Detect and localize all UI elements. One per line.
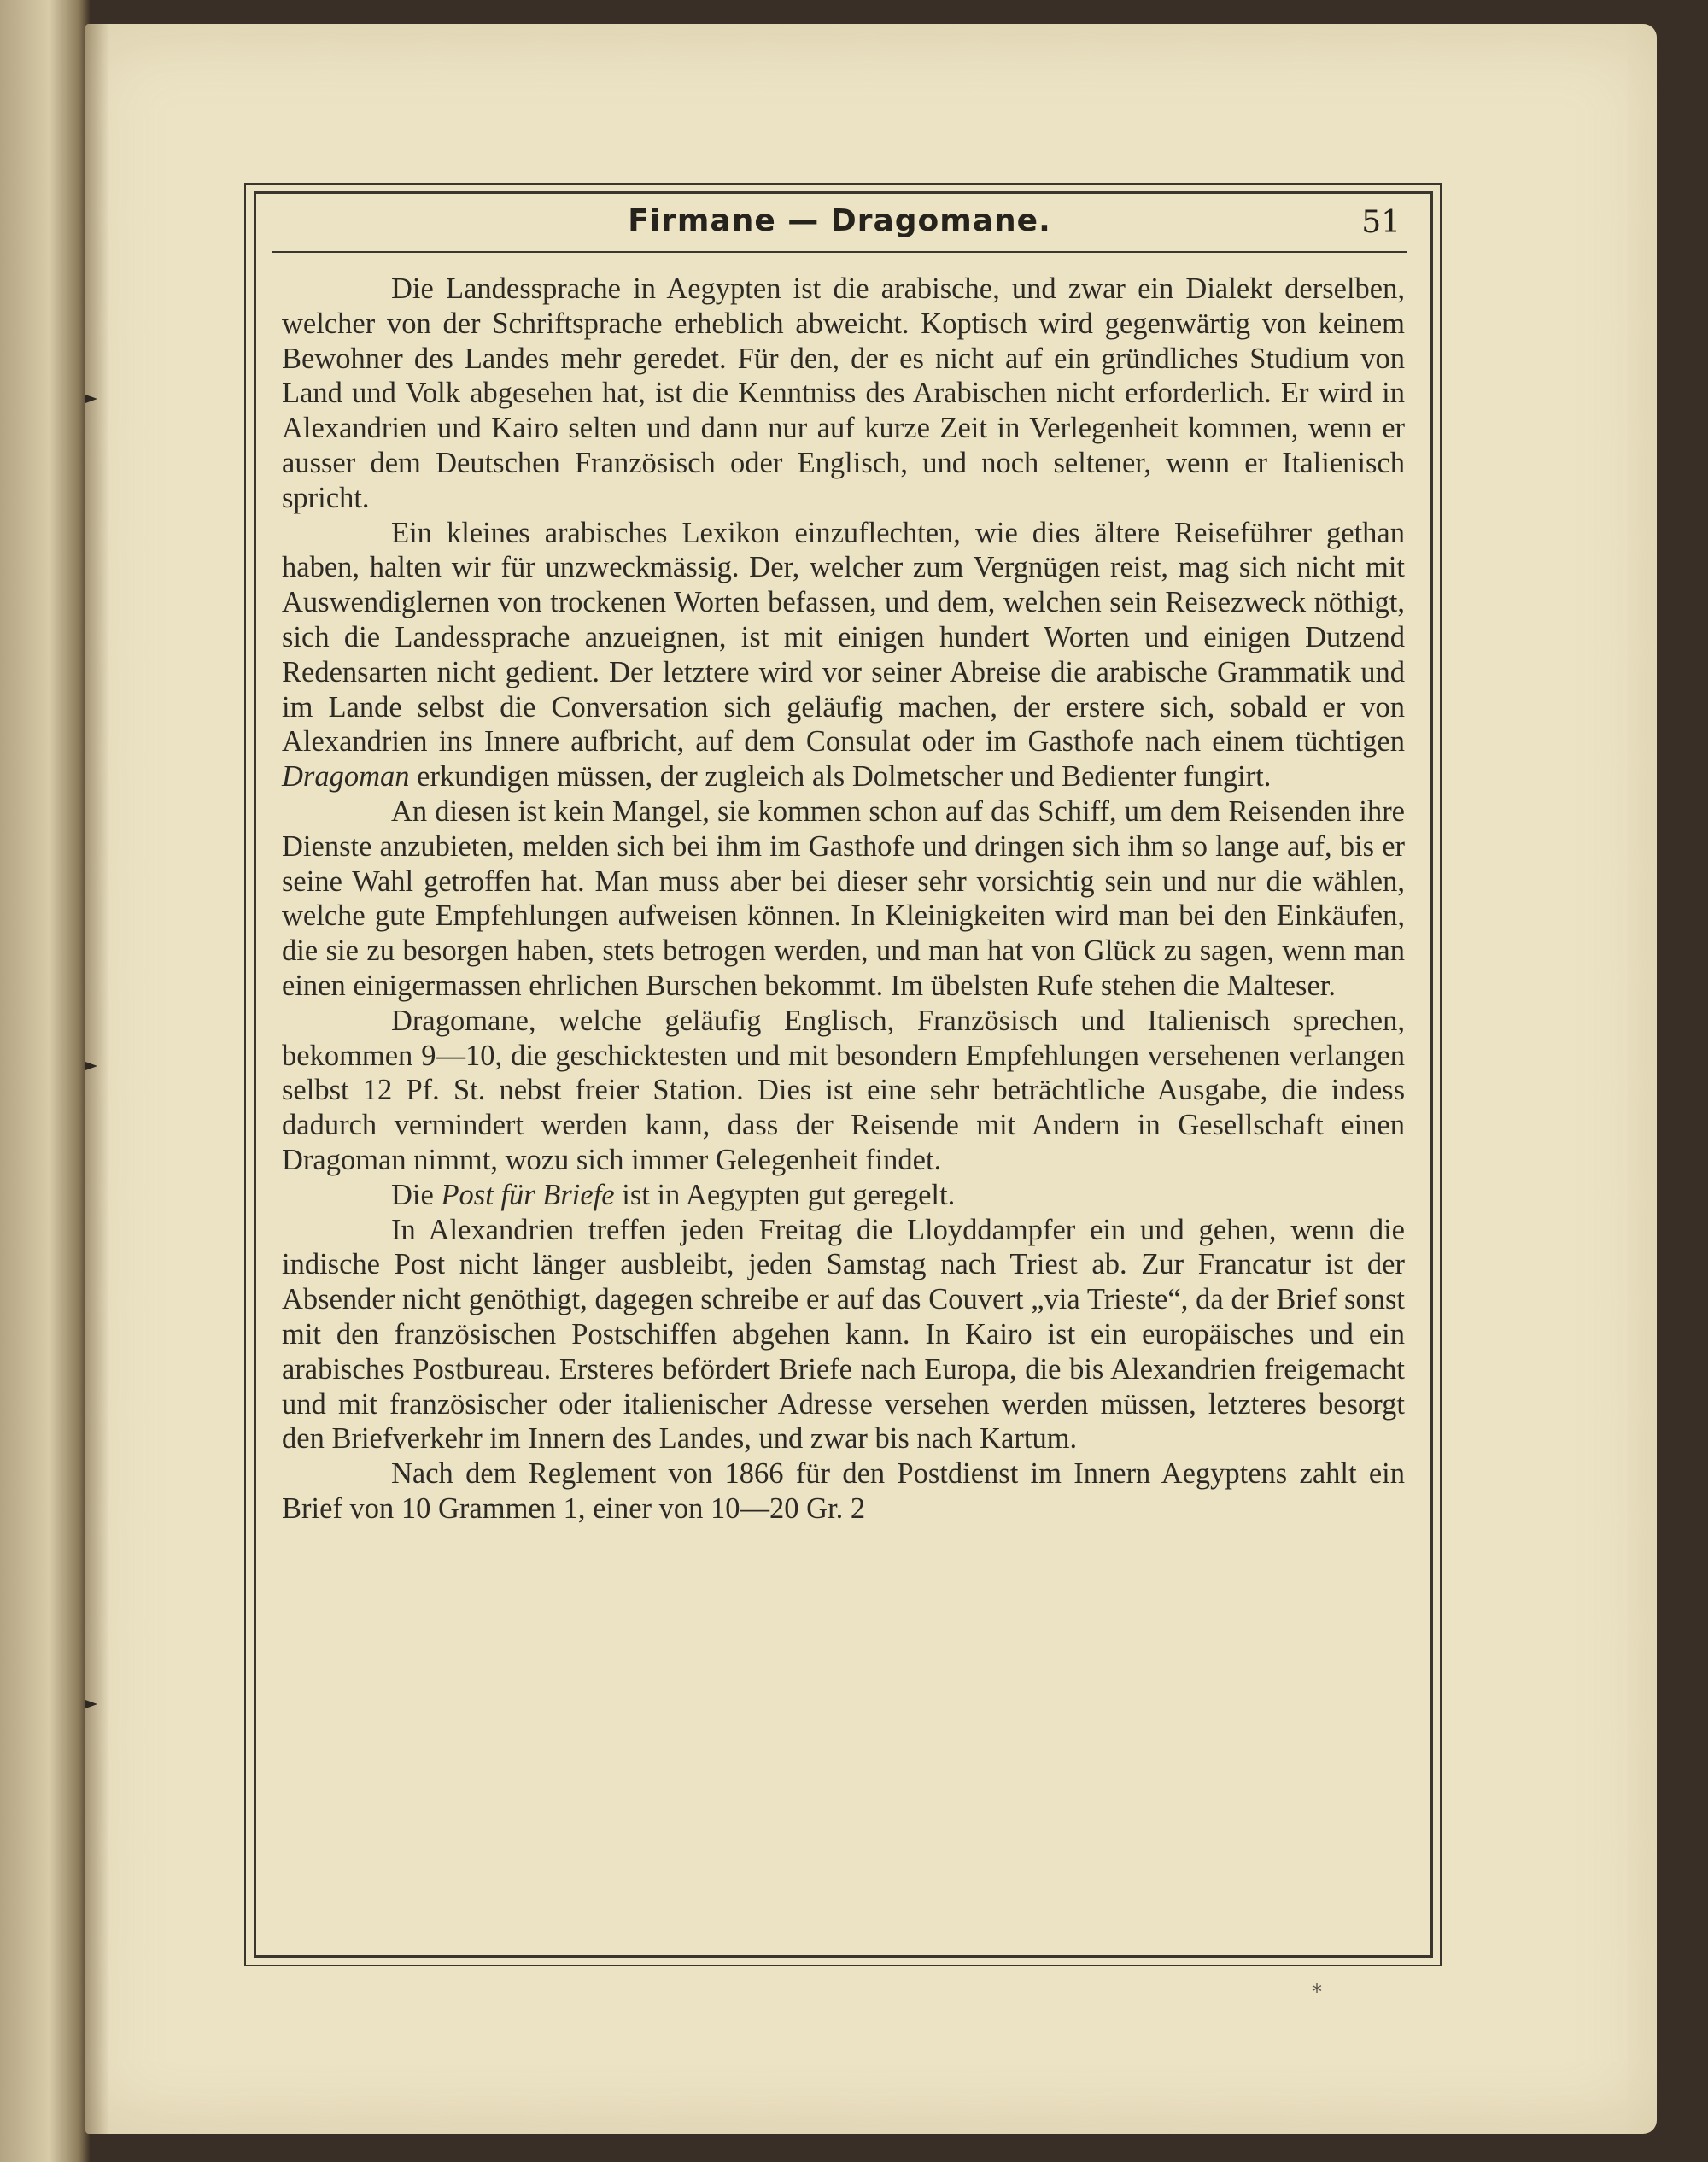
paragraph: Die Landessprache in Aegypten ist die arabische, und zwar ein Dialekt derselben, welcher von der Schriftsprache erheblich abweicht. Koptisch wird gegenwärtig von keinem Bewohner des Landes mehr geredet. Für den, der es nicht auf ein gründliches Studium von Land und Volk abgesehen hat, ist die Kenntniss des Arabischen nicht erforderlich. Er wird in Alexandrien und Kairo selten und dann nur auf kurze Zeit in Verlegenheit kommen, wenn er ausser dem Deutschen Französisch oder Englisch, und noch seltener, wenn er Italienisch spricht. [282,272,1405,514]
running-title: Firmane — Dragomane. [628,203,1051,238]
paragraph [282,1178,1405,1213]
paragraph-text: Ein kleines arabisches Lexikon einzuflechten, wie dies ältere Reiseführer gethan haben, halten wir für unzweckmässig. Der, welcher zum Vergnügen reist, mag sich nicht mit Auswendiglernen von trockenen Worten befassen, und dem, welchen sein Reisezweck nöthigt, sich die Landessprache anzueignen, ist mit einigen hundert Worten und einigen Dutzend Redensarten nicht gedient. Der letztere wird vor seiner Abreise die arabische Grammatik und im Lande selbst die Conversation sich geläufig machen, der erstere sich, sobald er von Alexandrien ins Innere aufbricht, auf dem Consulat oder im Gasthofe nach einem tüchtigen [282,516,1405,759]
paragraph: In Alexandrien treffen jeden Freitag die Lloyddampfer ein und gehen, wenn die indische Post nicht länger ausbleibt, jeden Samstag nach Triest ab. Zur Francatur ist der Absender nicht genöthigt, dagegen schreibe er auf das Couvert „via Trieste“, da der Brief sonst mit den französischen Postschiffen abgehen kann. In Kairo ist ein europäisches und ein arabisches Postbureau. Ersteres befördert Briefe nach Europa, die bis Alexandrien freigemacht und mit französischer oder italienischer Adresse versehen werden müssen, letzteres besorgt den Briefverkehr im Innern des Landes, und zwar bis nach Kartum. [282,1213,1405,1456]
running-header [272,198,1407,253]
paragraph-text: ist in Aegypten gut geregelt. [614,1178,956,1211]
paragraph: Nach dem Reglement von 1866 für den Postdienst im Innern Aegyptens zahlt ein Brief von 10 Grammen 1, einer von 10—20 Gr. 2 [282,1457,1405,1525]
paragraph-text: Die [391,1178,442,1211]
emphasized-term: Dragoman [282,760,410,794]
previous-page-edge [0,0,90,2162]
body-text [282,272,1405,1526]
page-gutter-shadow [85,24,109,2134]
paragraph: Dragomane, welche geläufig Englisch, Französisch und Italienisch sprechen, bekommen 9—10, die geschicktesten und mit besondern Empfehlungen versehenen verlangen selbst 12 Pf. St. nebst freier Station. Dies ist eine sehr beträchtliche Ausgabe, die indess dadurch vermindert werden kann, dass der Reisende mit Andern in Gesellschaft einen Dragoman nimmt, wozu sich immer Gelegenheit findet. [282,1004,1405,1176]
paragraph: An diesen ist kein Mangel, sie kommen schon auf das Schiff, um dem Reisenden ihre Dienste anzubieten, melden sich bei ihm im Gasthofe und dringen sich ihm so lange auf, bis er seine Wahl getroffen hat. Man muss aber bei dieser sehr vorsichtig sein und nur die wählen, welche gute Empfehlungen aufweisen können. In Kleinigkeiten wird man bei den Einkäufen, die sie zu besorgen haben, stets betrogen werden, und man hat von Glück zu sagen, wenn man einen einigermassen ehrlichen Burschen bekommt. Im übelsten Rufe stehen die Malteser. [282,794,1405,1002]
emphasized-term: Post für Briefe [441,1178,615,1211]
paragraph [282,516,1405,794]
paragraph-text: erkundigen müssen, der zugleich als Dolmetscher und Bedienter fungirt. [409,760,1272,794]
page-number: 51 [1361,205,1401,240]
signature-mark: * [1312,1980,1322,2004]
